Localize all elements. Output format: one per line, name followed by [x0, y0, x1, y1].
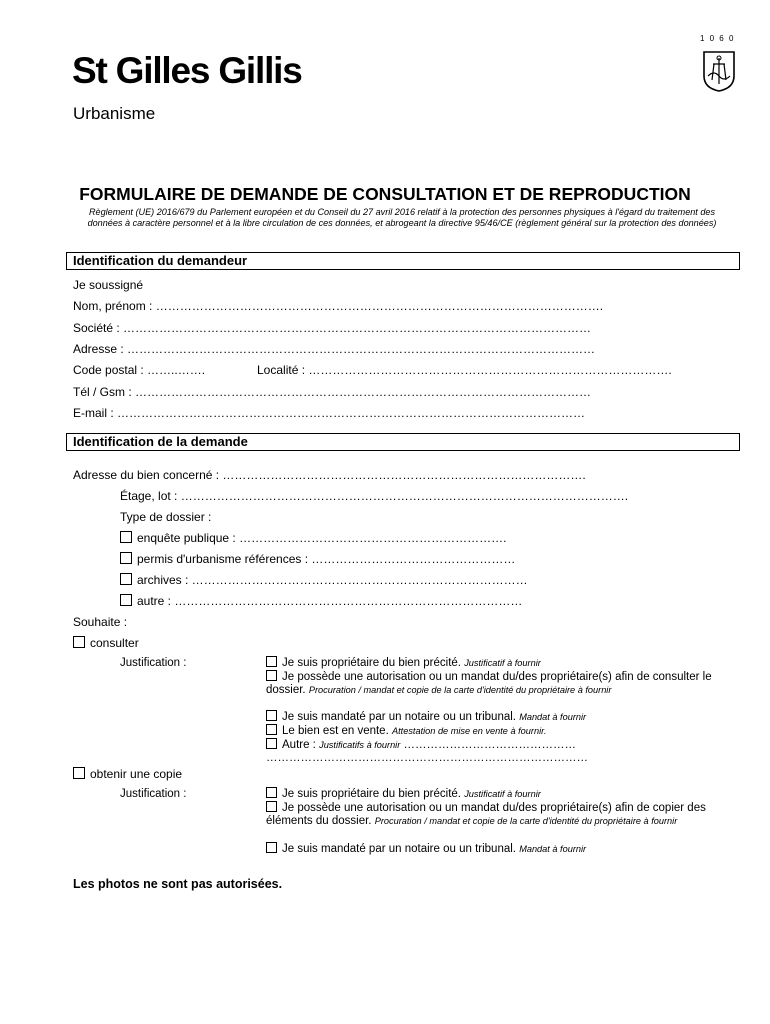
municipal-seal-icon — [702, 50, 736, 92]
file-type-label: Type de dossier : — [120, 510, 212, 524]
copy-label: obtenir une copie — [90, 767, 183, 781]
option-public-inquiry[interactable] — [120, 531, 506, 545]
copy-justification-2[interactable] — [266, 801, 736, 828]
checkbox[interactable] — [266, 656, 277, 667]
consult-option[interactable] — [73, 636, 139, 650]
justification-text: Je suis mandaté par un notaire ou un tribunal. — [282, 843, 516, 855]
option-label: enquête publique : …………………………………………………………. — [137, 531, 507, 545]
justification-text: Je suis mandaté par un notaire ou un tribunal. — [282, 711, 516, 723]
option-label: permis d'urbanisme références : …………………………………………… — [137, 552, 516, 566]
postal-code-field[interactable]: Code postal : ……..……. — [73, 363, 206, 377]
justification-note: Mandat à fournir — [519, 844, 587, 854]
photo-notice: Les photos ne sont pas autorisées. — [73, 877, 283, 891]
copy-justification-1[interactable] — [266, 787, 736, 801]
email-field[interactable]: E-mail : ……………………………………………………………………………………………………… — [73, 406, 586, 420]
justification-note: Procuration / mandat et copie de la carte d'identité du propriétaire à fournir — [308, 685, 612, 695]
copy-justification-3[interactable] — [266, 842, 736, 856]
checkbox[interactable] — [120, 552, 132, 564]
checkbox[interactable] — [266, 801, 277, 812]
checkbox[interactable] — [266, 670, 277, 681]
consult-justification-1[interactable] — [266, 656, 736, 670]
justification-note: Justificatif à fournir — [464, 658, 541, 668]
option-archives[interactable] — [120, 573, 528, 587]
justification-note: Justificatifs à fournir — [319, 740, 401, 750]
property-address-field[interactable]: Adresse du bien concerné : ………………………………………………………………………………. — [73, 468, 586, 482]
checkbox[interactable] — [73, 767, 85, 779]
consult-justification-4[interactable] — [266, 724, 736, 738]
phone-field[interactable]: Tél / Gsm : …………………………………………………………………………………………………… — [73, 385, 592, 399]
locality-field[interactable]: Localité : ………………………………………………………………………………. — [257, 363, 672, 377]
justification-note: Attestation de mise en vente à fournir. — [391, 726, 547, 736]
regulation-notice: Règlement (UE) 2016/679 du Parlement européen et du Conseil du 27 avril 2016 relatif à la protection des personnes physiques à l'égard du traitement des données à caractère personnel et à la libre circulation de ces données, et abrogeant la directive 95/46/CE (règlement général sur la protection des données) — [87, 207, 717, 228]
justification-text: Je suis propriétaire du bien précité. — [282, 657, 461, 669]
checkbox[interactable] — [266, 724, 277, 735]
option-label: archives : ………………………………………………………………………… — [137, 573, 528, 587]
form-title: FORMULAIRE DE DEMANDE DE CONSULTATION ET DE REPRODUCTION — [79, 184, 691, 204]
justification-note: Justificatif à fournir — [464, 789, 541, 799]
checkbox[interactable] — [120, 531, 132, 543]
section-heading-applicant: Identification du demandeur — [66, 252, 740, 270]
postal-code-label: 1060 — [700, 34, 739, 43]
option-other[interactable] — [120, 594, 522, 608]
option-label: autre : …………………………………………………………………………… — [137, 594, 523, 608]
checkbox[interactable] — [120, 594, 132, 606]
wish-label: Souhaite : — [73, 615, 128, 629]
justification-note: Mandat à fournir — [519, 712, 587, 722]
justification-text: Je possède une autorisation ou un mandat du/des propriétaire(s) afin de copier des éléments du dossier. — [266, 802, 706, 827]
checkbox[interactable] — [266, 738, 277, 749]
consult-label: consulter — [90, 636, 139, 650]
justification-text: Le bien est en vente. — [282, 725, 389, 737]
consult-justification-5[interactable] — [266, 738, 736, 752]
copy-option[interactable] — [73, 767, 182, 781]
justification-text: Je possède une autorisation ou un mandat du/des propriétaire(s) afin de consulter le dossier. — [266, 671, 712, 696]
address-field[interactable]: Adresse : ……………………………………………………………………………………………………… — [73, 342, 596, 356]
checkbox[interactable] — [266, 842, 277, 853]
company-field[interactable]: Société : ……………………………………………………………………………………………………… — [73, 321, 592, 335]
justification-text: Je suis propriétaire du bien précité. — [282, 788, 461, 800]
other-field[interactable]: ……………………………………… — [403, 739, 576, 751]
floor-lot-field[interactable]: Étage, lot : …………………………………………………………………………………………………. — [120, 489, 629, 503]
name-field[interactable]: Nom, prénom : …………………………………………………………………………………………………. — [73, 299, 604, 313]
justification-note: Procuration / mandat et copie de la carte d'identité du propriétaire à fournir — [374, 816, 678, 826]
consult-justification-3[interactable] — [266, 710, 736, 724]
department-name: Urbanisme — [73, 104, 156, 123]
checkbox[interactable] — [73, 636, 85, 648]
soussigne-label: Je soussigné — [73, 278, 144, 292]
other-field-line[interactable]: ………………………………………………………………………… — [266, 752, 588, 764]
option-planning-permit[interactable] — [120, 552, 515, 566]
municipality-name: St Gilles Gillis — [72, 50, 302, 91]
section-heading-request: Identification de la demande — [66, 433, 740, 451]
justification-text: Autre : — [282, 739, 316, 751]
justification-label: Justification : — [120, 657, 187, 669]
consult-justification-2[interactable] — [266, 670, 736, 697]
checkbox[interactable] — [266, 710, 277, 721]
justification-label: Justification : — [120, 788, 187, 800]
checkbox[interactable] — [266, 787, 277, 798]
checkbox[interactable] — [120, 573, 132, 585]
